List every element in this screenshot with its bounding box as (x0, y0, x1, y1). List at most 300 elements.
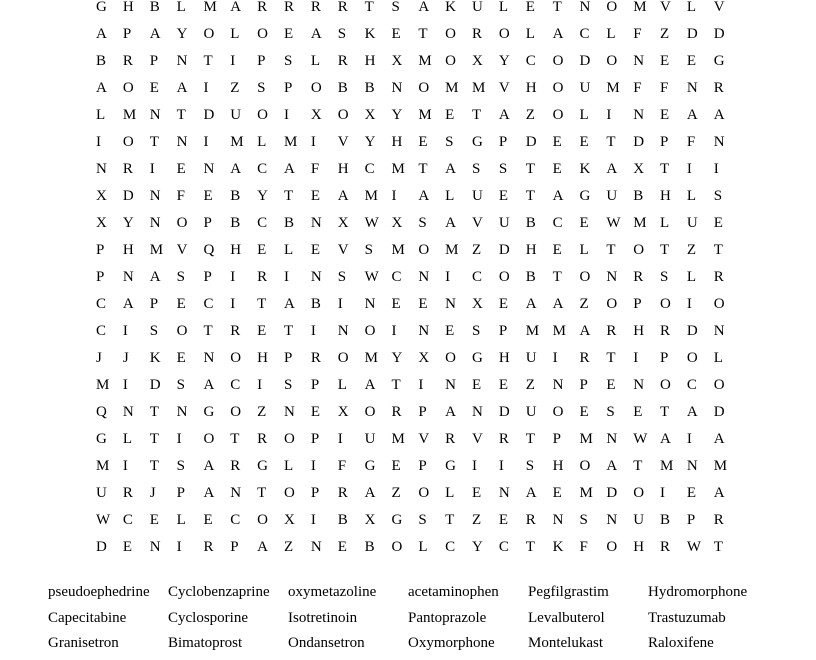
grid-letter: L (445, 485, 455, 501)
grid-letter: N (176, 134, 188, 150)
grid-letter: A (284, 296, 295, 312)
grid-letter: E (660, 107, 670, 123)
grid-letter: R (230, 458, 241, 474)
grid-letter: A (552, 188, 564, 204)
grid-letter: P (579, 377, 588, 393)
grid-letter: M (445, 242, 459, 258)
grid-letter: O (176, 323, 188, 339)
grid-letter: M (122, 107, 137, 123)
grid-letter: Y (257, 188, 268, 204)
grid-letter: V (498, 80, 510, 96)
grid-letter: M (364, 188, 378, 204)
grid-letter: N (203, 161, 215, 177)
grid-letter: M (364, 350, 378, 366)
grid-letter: A (96, 26, 107, 42)
grid-letter: V (418, 431, 430, 447)
grid-letter: K (579, 161, 591, 177)
grid-letter: P (498, 323, 508, 339)
grid-letter: I (122, 458, 128, 474)
grid-letter: O (552, 107, 564, 123)
grid-letter: O (445, 350, 457, 366)
grid-letter: P (310, 431, 320, 447)
grid-letter: C (230, 512, 241, 528)
grid-letter: N (310, 269, 322, 285)
grid-letter: N (606, 269, 618, 285)
grid-letter: A (525, 296, 537, 312)
grid-letter: P (418, 404, 427, 420)
grid-letter: I (257, 377, 263, 393)
grid-letter: A (660, 431, 671, 447)
grid-letter: L (230, 26, 240, 42)
grid-letter: L (686, 269, 697, 285)
grid-letter: H (337, 161, 349, 177)
grid-letter: I (310, 134, 316, 150)
grid-letter: E (498, 377, 509, 393)
grid-letter: M (579, 431, 593, 447)
grid-letter: I (122, 323, 128, 339)
grid-letter: A (203, 485, 215, 501)
grid-letter: S (472, 323, 481, 339)
grid-letter: Y (498, 53, 510, 69)
grid-letter: O (337, 350, 349, 366)
grid-letter: R (660, 539, 671, 555)
grid-letter: O (445, 26, 457, 42)
grid-letter: C (445, 539, 456, 555)
grid-letter: A (552, 296, 564, 312)
grid-letter: A (579, 323, 591, 339)
grid-letter: A (257, 539, 268, 555)
grid-letter: S (525, 458, 535, 474)
grid-letter: S (472, 161, 481, 177)
grid-letter: T (257, 296, 267, 312)
grid-letter: T (149, 458, 159, 474)
grid-letter: L (284, 458, 294, 474)
grid-letter: D (579, 53, 591, 69)
grid-letter: E (445, 107, 455, 123)
grid-letter: A (713, 431, 725, 447)
grid-letter: H (230, 242, 242, 258)
grid-letter: E (203, 512, 213, 528)
grid-letter: N (230, 485, 242, 501)
word-list-item: oxymetazoline (288, 584, 377, 600)
grid-letter: O (203, 431, 215, 447)
grid-letter: X (337, 215, 349, 231)
grid-letter: Z (391, 485, 401, 501)
grid-letter: Y (391, 350, 403, 366)
grid-letter: I (391, 323, 397, 339)
grid-letter: G (445, 458, 457, 474)
grid-letter: C (579, 26, 590, 42)
grid-letter: Q (203, 242, 215, 258)
grid-letter: X (472, 296, 483, 312)
grid-letter: S (337, 26, 347, 42)
grid-letter: L (418, 539, 428, 555)
grid-letter: A (686, 404, 698, 420)
grid-letter: R (713, 80, 724, 96)
grid-letter: N (418, 269, 430, 285)
grid-letter: B (525, 269, 536, 285)
grid-letter: N (633, 377, 645, 393)
grid-letter: I (552, 350, 558, 366)
grid-letter: N (445, 296, 457, 312)
grid-letter: U (230, 107, 242, 123)
grid-letter: E (498, 512, 509, 528)
grid-letter: I (498, 458, 504, 474)
grid-letter: E (176, 161, 186, 177)
grid-letter: A (122, 296, 134, 312)
grid-letter: A (310, 26, 322, 42)
grid-letter: N (203, 350, 215, 366)
grid-letter: D (525, 134, 537, 150)
grid-letter: A (552, 26, 564, 42)
grid-letter: S (391, 0, 400, 15)
grid-letter: O (257, 107, 268, 123)
grid-letter: P (284, 350, 293, 366)
grid-letter: O (606, 0, 618, 15)
grid-letter: B (364, 539, 375, 555)
grid-letter: C (257, 161, 268, 177)
grid-letter: I (203, 80, 209, 96)
grid-letter: I (284, 107, 290, 123)
word-list-item: Isotretinoin (288, 609, 358, 626)
grid-letter: T (525, 188, 535, 204)
grid-letter: N (633, 53, 645, 69)
grid-letter: X (391, 53, 403, 69)
grid-letter: T (149, 404, 159, 420)
grid-letter: L (337, 377, 347, 393)
grid-letter: W (606, 215, 621, 231)
grid-letter: I (660, 485, 666, 501)
grid-letter: E (472, 485, 482, 501)
grid-letter: R (257, 0, 268, 15)
grid-letter: A (606, 458, 618, 474)
grid-letter: O (686, 350, 698, 366)
grid-letter: N (686, 458, 698, 474)
grid-letter: E (149, 512, 159, 528)
grid-letter: V (713, 0, 725, 15)
grid-letter: A (606, 161, 618, 177)
grid-letter: B (230, 215, 241, 231)
grid-letter: T (606, 134, 616, 150)
grid-letter: N (552, 512, 564, 528)
grid-letter: T (660, 404, 670, 420)
grid-letter: I (686, 161, 692, 177)
grid-letter: B (310, 296, 321, 312)
grid-letter: M (230, 134, 244, 150)
grid-letter: G (713, 53, 725, 69)
word-list-item: Hydromorphone (648, 584, 748, 600)
grid-letter: B (525, 215, 536, 231)
grid-letter: I (230, 269, 236, 285)
grid-letter: N (364, 296, 376, 312)
grid-letter: H (391, 134, 403, 150)
word-list-item: Pegfilgrastim (528, 584, 609, 600)
grid-letter: E (552, 161, 562, 177)
grid-letter: M (284, 134, 298, 150)
grid-letter: R (713, 512, 724, 528)
grid-letter: I (713, 161, 719, 177)
grid-letter: T (149, 134, 159, 150)
grid-letter: R (445, 431, 456, 447)
letter-grid (96, 0, 741, 561)
grid-letter: R (606, 323, 617, 339)
grid-letter: P (149, 296, 159, 312)
grid-letter: F (310, 161, 320, 177)
grid-letter: A (176, 80, 188, 96)
grid-letter: N (122, 269, 134, 285)
grid-letter: G (472, 134, 483, 150)
grid-letter: P (660, 350, 669, 366)
grid-letter: T (203, 53, 213, 69)
grid-letter: R (203, 539, 214, 555)
grid-letter: O (257, 512, 268, 528)
grid-letter: X (633, 161, 645, 177)
grid-letter: N (310, 539, 322, 555)
grid-letter: R (633, 269, 644, 285)
word-list-item: Cyclosporine (168, 609, 248, 626)
word-list (48, 580, 768, 657)
grid-letter: O (552, 53, 564, 69)
grid-letter: O (257, 26, 268, 42)
grid-letter: M (633, 215, 647, 231)
grid-letter: O (230, 404, 242, 420)
grid-letter: U (96, 485, 107, 501)
grid-letter: T (472, 107, 482, 123)
grid-letter: F (176, 188, 185, 204)
grid-letter: P (122, 26, 132, 42)
grid-letter: R (310, 0, 321, 15)
grid-letter: O (122, 134, 134, 150)
grid-letter: R (122, 485, 133, 501)
grid-letter: E (391, 458, 401, 474)
grid-letter: O (606, 296, 618, 312)
grid-letter: T (552, 0, 562, 15)
word-list-item: pseudoephedrine (48, 584, 150, 600)
grid-letter: J (149, 485, 156, 501)
grid-letter: B (96, 53, 107, 69)
grid-letter: E (310, 242, 321, 258)
grid-letter: I (203, 134, 209, 150)
grid-letter: E (498, 296, 509, 312)
grid-letter: E (310, 404, 321, 420)
grid-letter: E (203, 188, 213, 204)
grid-letter: I (230, 53, 236, 69)
grid-letter: T (445, 512, 455, 528)
grid-letter: D (686, 323, 698, 339)
grid-letter: Z (525, 377, 535, 393)
grid-letter: L (686, 0, 697, 15)
grid-letter: M (418, 107, 432, 123)
grid-letter: L (498, 0, 509, 15)
grid-letter: C (122, 512, 133, 528)
grid-letter: I (633, 350, 639, 366)
word-list-item: Levalbuterol (528, 609, 605, 626)
word-list-item: Granisetron (48, 635, 119, 651)
grid-letter: G (472, 350, 483, 366)
grid-letter: C (203, 296, 214, 312)
grid-letter: T (660, 242, 670, 258)
grid-letter: H (633, 323, 645, 339)
grid-letter: L (579, 242, 589, 258)
word-list-item: Trastuzumab (648, 609, 726, 626)
grid-letter: Z (525, 107, 535, 123)
grid-letter: O (391, 539, 403, 555)
grid-letter: F (579, 539, 588, 555)
grid-letter: C (230, 377, 241, 393)
grid-letter: M (391, 431, 405, 447)
grid-letter: K (149, 350, 161, 366)
word-list-item: Oxymorphone (408, 635, 495, 651)
grid-letter: H (552, 458, 564, 474)
grid-letter: E (686, 485, 697, 501)
grid-letter: I (176, 539, 182, 555)
grid-letter: N (284, 404, 295, 420)
grid-letter: A (203, 377, 215, 393)
grid-letter: D (498, 404, 510, 420)
grid-letter: Z (660, 26, 670, 42)
grid-letter: X (391, 215, 403, 231)
grid-letter: M (579, 485, 593, 501)
grid-letter: T (203, 323, 213, 339)
grid-letter: H (122, 0, 134, 15)
grid-letter: X (96, 188, 107, 204)
grid-letter: N (149, 188, 161, 204)
grid-letter: G (96, 431, 107, 447)
grid-letter: A (364, 377, 376, 393)
grid-letter: Z (257, 404, 267, 420)
grid-letter: K (364, 26, 376, 42)
grid-letter: B (633, 188, 644, 204)
grid-letter: O (552, 404, 564, 420)
grid-letter: N (337, 323, 349, 339)
grid-letter: I (606, 107, 612, 123)
grid-letter: B (337, 80, 348, 96)
grid-letter: M (418, 53, 432, 69)
grid-letter: C (96, 296, 107, 312)
grid-letter: W (364, 215, 379, 231)
grid-letter: E (579, 134, 589, 150)
grid-letter: M (606, 80, 620, 96)
grid-letter: L (579, 107, 589, 123)
grid-letter: J (96, 350, 102, 366)
word-list-item: Bimatoprost (168, 635, 243, 651)
grid-letter: G (257, 458, 268, 474)
grid-letter: O (203, 26, 215, 42)
grid-letter: E (149, 80, 159, 96)
grid-letter: V (472, 431, 483, 447)
grid-letter: W (686, 539, 702, 555)
grid-letter: L (284, 242, 294, 258)
grid-letter: E (579, 215, 589, 231)
grid-letter: J (122, 350, 129, 366)
grid-letter: R (257, 269, 268, 285)
grid-letter: A (498, 107, 510, 123)
word-list-item: Pantoprazole (408, 609, 487, 626)
grid-letter: X (472, 53, 483, 69)
grid-letter: U (633, 512, 645, 528)
grid-letter: O (660, 296, 671, 312)
grid-letter: P (149, 53, 159, 69)
grid-letter: N (149, 215, 161, 231)
grid-letter: N (176, 53, 188, 69)
grid-letter: R (122, 161, 133, 177)
grid-letter: R (122, 53, 133, 69)
grid-letter: C (391, 269, 402, 285)
grid-letter: C (472, 269, 483, 285)
grid-letter: T (364, 0, 374, 15)
grid-letter: X (364, 107, 376, 123)
grid-letter: F (660, 80, 669, 96)
grid-letter: A (364, 485, 376, 501)
grid-letter: E (176, 350, 186, 366)
grid-letter: M (445, 80, 459, 96)
grid-letter: X (284, 512, 295, 528)
word-list-item: acetaminophen (408, 584, 499, 600)
grid-letter: L (445, 188, 455, 204)
grid-letter: N (472, 404, 483, 420)
grid-letter: T (606, 242, 616, 258)
grid-letter: N (713, 134, 725, 150)
grid-letter: H (498, 350, 510, 366)
grid-letter: L (310, 53, 321, 69)
grid-letter: O (310, 80, 322, 96)
grid-letter: E (337, 539, 347, 555)
grid-letter: T (713, 539, 723, 555)
grid-letter: H (660, 188, 671, 204)
word-list-item: Cyclobenzaprine (168, 584, 270, 600)
grid-letter: P (498, 134, 508, 150)
grid-letter: M (660, 458, 674, 474)
grid-letter: D (203, 107, 215, 123)
grid-letter: A (203, 458, 215, 474)
grid-letter: S (284, 53, 293, 69)
grid-letter: N (149, 107, 161, 123)
grid-letter: D (633, 134, 645, 150)
grid-letter: T (713, 242, 723, 258)
grid-letter: D (606, 485, 618, 501)
grid-letter: N (552, 377, 564, 393)
grid-letter: G (391, 512, 403, 528)
grid-letter: N (686, 80, 698, 96)
grid-letter: D (149, 377, 161, 393)
grid-letter: I (418, 377, 424, 393)
grid-letter: N (606, 512, 618, 528)
grid-letter: O (713, 377, 725, 393)
grid-letter: I (445, 269, 451, 285)
grid-letter: W (633, 431, 648, 447)
grid-letter: O (284, 431, 295, 447)
grid-letter: T (391, 377, 401, 393)
grid-letter: E (552, 134, 562, 150)
grid-letter: E (284, 26, 294, 42)
grid-letter: W (96, 512, 111, 528)
grid-letter: R (713, 269, 724, 285)
grid-letter: P (96, 242, 105, 258)
grid-letter: S (364, 242, 373, 258)
grid-letter: U (364, 431, 376, 447)
grid-letter: P (203, 269, 212, 285)
grid-letter: L (176, 0, 186, 15)
grid-letter: C (498, 539, 509, 555)
grid-letter: I (310, 323, 316, 339)
grid-letter: M (633, 0, 647, 15)
grid-letter: K (445, 0, 457, 15)
grid-letter: A (686, 107, 698, 123)
grid-letter: A (149, 269, 161, 285)
grid-letter: R (337, 53, 348, 69)
grid-letter: W (364, 269, 379, 285)
grid-letter: A (337, 188, 349, 204)
